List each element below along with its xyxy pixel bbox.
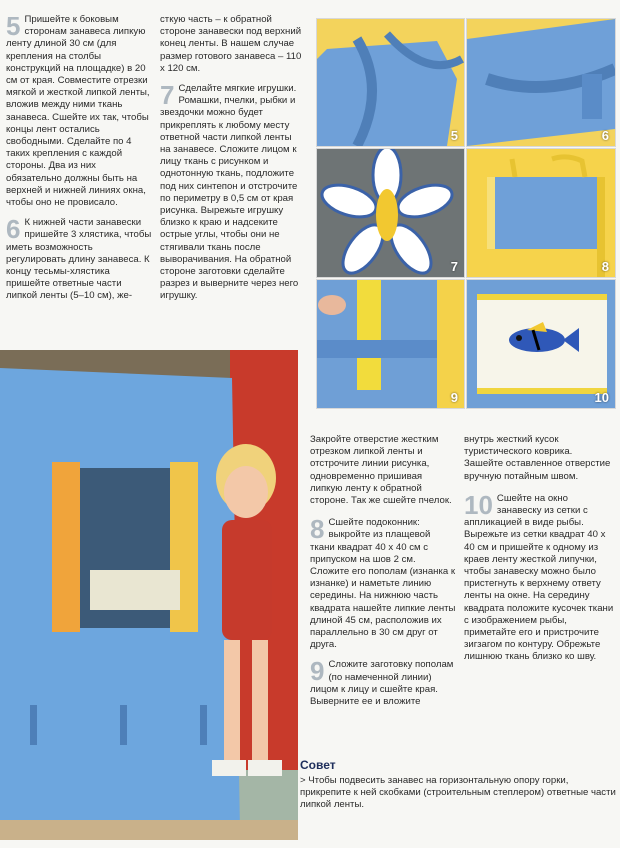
photo-step-8 bbox=[466, 148, 616, 278]
column-1 bbox=[6, 11, 152, 311]
step-6-number: 6 bbox=[6, 214, 21, 245]
step-8 bbox=[310, 514, 456, 651]
tip-bullet: > bbox=[300, 775, 306, 786]
step-7 bbox=[160, 80, 304, 303]
step-5 bbox=[6, 11, 152, 209]
step-8-number: 8 bbox=[310, 514, 325, 545]
tip-text: Чтобы подвесить занавес на горизонтальную опору горки, прикрепите к ней скобками (строительным степлером) ответные части липкой ленты. bbox=[300, 775, 616, 811]
step-9-continued bbox=[464, 434, 614, 483]
photo-8-illustration bbox=[467, 149, 615, 277]
photo-5-number: 5 bbox=[450, 128, 458, 143]
photo-10-number: 10 bbox=[594, 390, 609, 405]
photo-5-illustration bbox=[317, 19, 464, 146]
step-6-text: К нижней части занавески пришейте 3 хлястика, чтобы иметь возможность регулировать длину занавеса. К концу тесьмы-хлястика пришейте ответные части липкой ленты (5–10 см), же- bbox=[6, 217, 152, 302]
step-7-continued-text: Закройте отверстие жестким отрезком липкой ленты и отстрочите линии рисунка, одновременно пришивая липкую ленту к обратной стороне. Так же сшейте пчелок. bbox=[310, 434, 452, 507]
step-9-continued-text: внутрь жесткий кусок туристического коврика. Зашейте оставленное отверстие вручную потайным швом. bbox=[464, 434, 611, 482]
photo-6-number: 6 bbox=[601, 128, 609, 143]
photo-large-illustration bbox=[0, 350, 298, 840]
photo-9-illustration bbox=[317, 280, 464, 408]
photo-child-puppet-theatre bbox=[0, 350, 298, 840]
step-6 bbox=[6, 214, 152, 302]
column-2 bbox=[160, 14, 304, 311]
photo-10-fish-curtain bbox=[467, 280, 615, 408]
photo-step-6 bbox=[466, 18, 616, 147]
step-5-number: 5 bbox=[6, 11, 21, 41]
photo-9-number: 9 bbox=[450, 390, 458, 405]
tip-box bbox=[300, 758, 616, 812]
photo-step-10 bbox=[466, 279, 616, 409]
step-7-continued bbox=[310, 434, 456, 507]
column-3 bbox=[310, 434, 456, 716]
photo-8-number: 8 bbox=[601, 259, 609, 274]
photo-step-9 bbox=[316, 279, 465, 409]
tip-text-block bbox=[300, 775, 616, 812]
photo-step-5 bbox=[316, 18, 465, 147]
step-6-continued-text: сткую часть – к обратной стороне занавески под верхний конец ленты. В нашем случае размер готового занавеса – 110 х 120 см. bbox=[160, 14, 302, 74]
step-10-number: 10 bbox=[464, 489, 493, 520]
step-9 bbox=[310, 656, 456, 708]
step-9-number: 9 bbox=[310, 656, 325, 687]
step-5-text: Пришейте к боковым сторонам занавеса липкую ленту длиной 30 см (для крепления на столбы конструкций на площадке) в 20 см от края. Совместите отрезки мягкой и жесткой липкой ленты, вложив между ними ткань занавеса. Сшейте их так, чтобы концы лент остались свободными. Сделайте по 4 таких крепления с каждой стороны. Два из них обязательно должны быть на верхней и нижней линиях окна, чтобы оно не провисало. bbox=[6, 14, 150, 209]
step-6-continued bbox=[160, 14, 304, 75]
photo-step-7 bbox=[316, 148, 465, 278]
tip-title: Совет bbox=[300, 758, 336, 772]
photo-7-number: 7 bbox=[450, 259, 458, 274]
step-8-text: Сшейте подоконник: выкройте из плащевой ткани квадрат 40 х 40 см с припуском на шов 2 см. Сложите его пополам (изнанка к изнанке) и наметьте линию середины. На нижнюю часть квадрата нашейте липкие ленты длиной 45 см, расположив их параллельно в 30 см друг от друга. bbox=[310, 517, 456, 651]
step-10 bbox=[464, 489, 614, 664]
step-7-text: Сделайте мягкие игрушки. Ромашки, пчелки, рыбки и звездочки можно будет прикреплять к любому месту ответной части липкой ленты на занавесе. Сложите лицом к лицу ткань с рисунком и однотонную ткань, подложите под них синтепон и отстрочите по периметру в 0,5 см от края рисунка. Вырежьте игрушку близко к краю и надсеките острые углы, чтобы они не стягивали ткань после выворачивания. На обратной стороне заготовки сделайте разрез и выверните через него игрушку. bbox=[160, 83, 299, 302]
photo-7-daisy-toy bbox=[317, 149, 464, 277]
step-7-number: 7 bbox=[160, 80, 175, 111]
column-4 bbox=[464, 434, 614, 672]
photo-6-illustration bbox=[467, 19, 615, 146]
step-10-text: Сшейте на окно занавеску из сетки с аппликацией в виде рыбы. Вырежьте из сетки квадрат 40 х 40 см и пришейте к одному из краев ленту жесткой липучки, чтобы занавеску можно было пристегнуть к верхнему ответу ленты на окне. На середину квадрата положите кусочек ткани с изображением рыбы, приметайте его и пристрочите зигзагом по контуру. Обрежьте лишнюю ткань близко ко шву. bbox=[464, 492, 614, 663]
step-9-text: Сложите заготовку пополам (по намеченной линии) лицом к лицу и сшейте края. Выверните ее и вложите bbox=[310, 659, 454, 708]
